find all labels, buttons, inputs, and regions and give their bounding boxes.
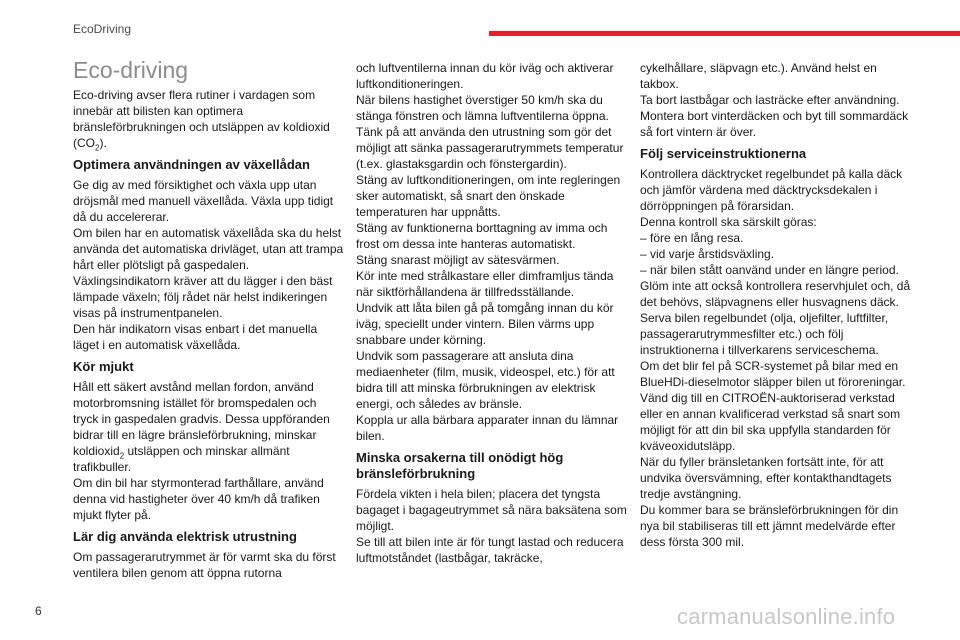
column-1	[73, 55, 345, 587]
reduce-paragraph-continued: cykelhållare, släpvagn etc.). Använd helst en takbox. Ta bort lastbågar och lasträcke efter användning. Montera bort vinterdäcken och byt till sommardäck så fort vintern är över.	[640, 61, 909, 139]
page-number: 6	[35, 604, 42, 618]
reduce-paragraph: Fördela vikten i hela bilen; placera det tyngsta bagaget i bagageutrymmet så nära baksätena som möjligt. Se till att bilen inte är för tungt lastad och reducera luftmotståndet (lastbågar, takräcke,	[356, 487, 627, 565]
heading-gearbox: Optimera användningen av växellådan	[73, 157, 310, 172]
accent-bar	[489, 31, 960, 36]
service-paragraph: Kontrollera däcktrycket regelbundet på kalla däck och jämför värdena med däcktrycksdekalen i dörröppningen på förarsidan. Denna kontroll ska särskilt göras: – före en lång resa. – vid varje årstidsväxling. – när bilen stått oanvänd under en längre period. Glöm inte att också kontrollera reservhjulet och, då det behövs, släpvagnens eller husvagnens däck. Serva bilen regelbundet (olja, oljefilter, luftfilter, passagerarutrymmesfilter etc.) och följ instruktionerna i tillverkarens serviceschema. Om det blir fel på SCR-systemet på bilar med en BlueHDi-dieselmotor släpper bilen ut föroreningar. Vänd dig till en CITROËN-auktoriserad verkstad eller en annan kvalificerad verkstad så snart som möjligt för att din bil ska uppfylla standarden för kväveoxidutsläpp. När du fyller bränsletanken fortsätt inte, för att undvika översvämning, efter kontakthandtagets tredje avstängning. Du kommer bara se bränsleförbrukningen för din nya bil stabiliseras till ett jämnt medelvärde efter dess första 300 mil.	[640, 167, 911, 549]
smooth-paragraph: Håll ett säkert avstånd mellan fordon, använd motorbromsning istället för bromspedalen och tryck in gaspedalen gradvis. Dessa uppföranden bidrar till en lägre bränsleförbrukning, minskar koldioxid$_2$ utsläppen och minskar allmänt trafikbuller. Om din bil har styrmonterad farthållare, använd denna vid hastigheter över 40 km/h då trafiken mjukt flyter på.	[73, 380, 330, 522]
column-3	[640, 60, 912, 556]
gearbox-paragraph: Ge dig av med försiktighet och växla upp utan dröjsmål med manuell växellåda. Växla upp tidigt då du accelererar. Om bilen har en automatisk växellåda ska du helst använda det automatiska drivläget, utan att trampa hårt eller plötsligt på gaspedalen. Växlingsindikatorn kräver att du lägger i den bäst lämpade växeln; följ rådet när helst indikeringen visas på instrumentpanelen. Den här indikatorn visas enbart i det manuella läget i en automatisk växellåda.	[73, 178, 344, 352]
heading-service-instructions: Följ serviceinstruktionerna	[640, 146, 807, 161]
page-title: Eco-driving	[73, 57, 189, 83]
heading-smooth-driving: Kör mjukt	[73, 359, 134, 374]
column-2	[356, 60, 628, 572]
heading-reduce-consumption: Minska orsakerna till onödigt hög bränsleförbrukning	[356, 450, 564, 481]
intro-paragraph: Eco-driving avser flera rutiner i vardagen som innebär att bilisten kan optimera bränsleförbrukningen och utsläppen av koldioxid $(CO_2)$.	[73, 88, 330, 153]
electric-paragraph-continued: och luftventilerna innan du kör iväg och aktiverar luftkonditioneringen. När bilens hastighet överstiger 50 km/h ska du stänga fönstren och lämna luftventilerna öppna. Tänk på att använda den utrustning som gör det möjligt att sänka passagerarutrymmets temperatur (t.ex. glastaksgardin och fönstergardin). Stäng av luftkonditioneringen, om inte regleringen sker automatiskt, så snart den önskade temperaturen har uppnåtts. Stäng av funktionerna borttagning av imma och frost om dessa inte hanteras automatiskt. Stäng snarast möjligt av sätesvärmen. Kör inte med strålkastare eller dimframljus tända när siktförhållandena är tillfredsställande. Undvik att låta bilen gå på tomgång innan du kör iväg, speciellt under vintern. Bilen värms upp snabbare under körning. Undvik som passagerare att ansluta dina mediaenheter (film, musik, videospel, etc.) för att bidra till att minska förbrukningen av elektrisk energi, och således av bränsle. Koppla ur alla bärbara apparater innan du lämnar bilen.	[356, 61, 624, 443]
electric-paragraph-start: Om passagerarutrymmet är för varmt ska du först ventilera bilen genom att öppna rutorna	[73, 550, 336, 580]
watermark: carmanualsonline.info	[677, 604, 896, 629]
section-label: EcoDriving	[73, 22, 132, 36]
heading-electric-equipment: Lär dig använda elektrisk utrustning	[73, 529, 297, 544]
